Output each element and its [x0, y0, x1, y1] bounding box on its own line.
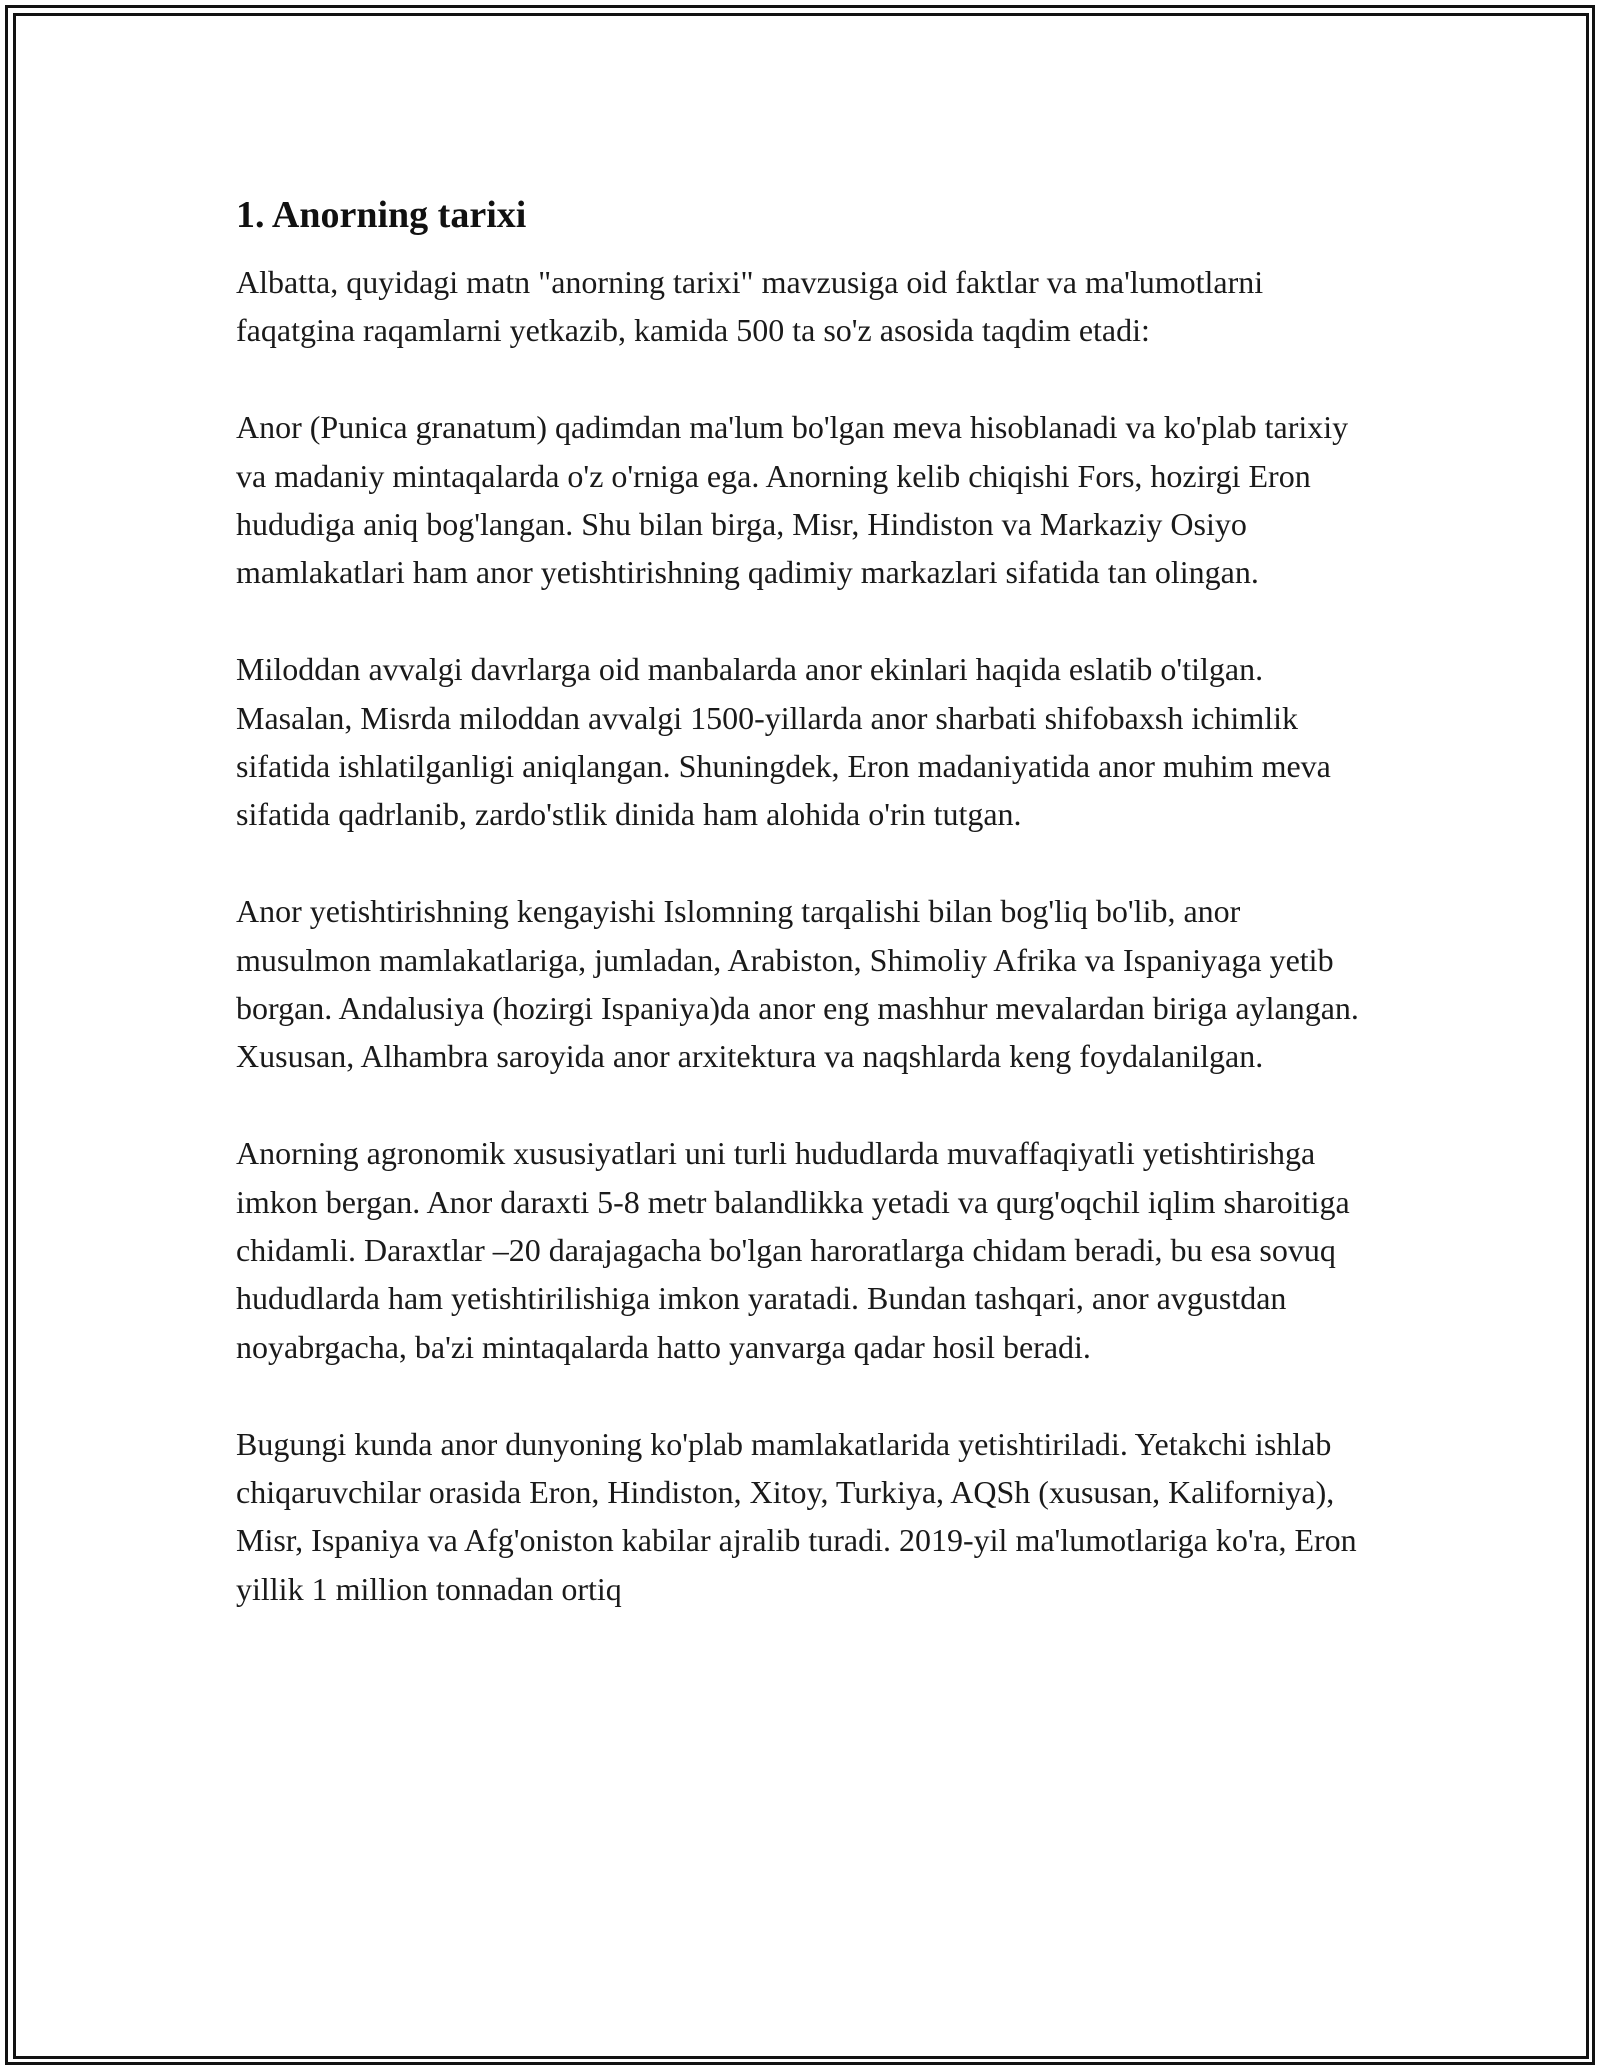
paragraph-ancient-sources: Miloddan avvalgi davrlarga oid manbalarda anor ekinlari haqida eslatib o'tilgan. Masalan, Misrda miloddan avvalgi 1500-yillarda anor sharbati shifobaxsh ichimlik sifatida ishlatilganligi aniqlangan. Shuningdek, Eron madaniyatida anor muhim meva sifatida qadrlanib, zardo'stlik dinida ham alohida o'rin tutgan. — [236, 651, 1331, 833]
paragraph-modern-production: Bugungi kunda anor dunyoning ko'plab mamlakatlarida yetishtiriladi. Yetakchi ishlab chiqaruvchilar orasida Eron, Hindiston, Xitoy, Turkiya, AQSh (xususan, Kaliforniya), Misr, Ispaniya va Afg'oniston kabilar ajralib turadi. 2019-yil ma'lumotlariga ko'ra, Eron yillik 1 million tonnadan ortiq — [236, 1425, 1357, 1607]
section-heading: 1. Anorning tarixi — [236, 194, 527, 236]
paragraph-spread: Anor yetishtirishning kengayishi Islomning tarqalishi bilan bog'liq bo'lib, anor musulmon mamlakatlariga, jumladan, Arabiston, Shimoliy Afrika va Ispaniyaga yetib borgan. Andalusiya (hozirgi Ispaniya)da anor eng mashhur mevalardan biriga aylangan. Xususan, Alhambra saroyida anor arxitektura va naqshlarda keng foydalanilgan. — [236, 893, 1359, 1075]
paragraph-intro: Albatta, quyidagi matn "anorning tarixi" mavzusiga oid faktlar va ma'lumotlarni faqatgina raqamlarni yetkazib, kamida 500 ta so'z asosida taqdim etadi: — [236, 264, 1264, 349]
document-body — [236, 178, 1364, 1613]
paragraph-agronomy: Anorning agronomik xususiyatlari uni turli hududlarda muvaffaqiyatli yetishtirishga imkon bergan. Anor daraxti 5-8 metr balandlikka yetadi va qurg'oqchil iqlim sharoitiga chidamli. Daraxtlar –20 darajagacha bo'lgan haroratlarga chidam beradi, bu esa sovuq hududlarda ham yetishtirilishiga imkon yaratadi. Bundan tashqari, anor avgustdan noyabrgacha, ba'zi mintaqalarda hatto yanvarga qadar hosil beradi. — [236, 1135, 1350, 1365]
paragraph-origin: Anor (Punica granatum) qadimdan ma'lum bo'lgan meva hisoblanadi va ko'plab tarixiy va madaniy mintaqalarda o'z o'rniga ega. Anorning kelib chiqishi Fors, hozirgi Eron hududiga aniq bog'langan. Shu bilan birga, Misr, Hindiston va Markaziy Osiyo mamlakatlari ham anor yetishtirishning qadimiy markazlari sifatida tan olingan. — [236, 409, 1349, 591]
